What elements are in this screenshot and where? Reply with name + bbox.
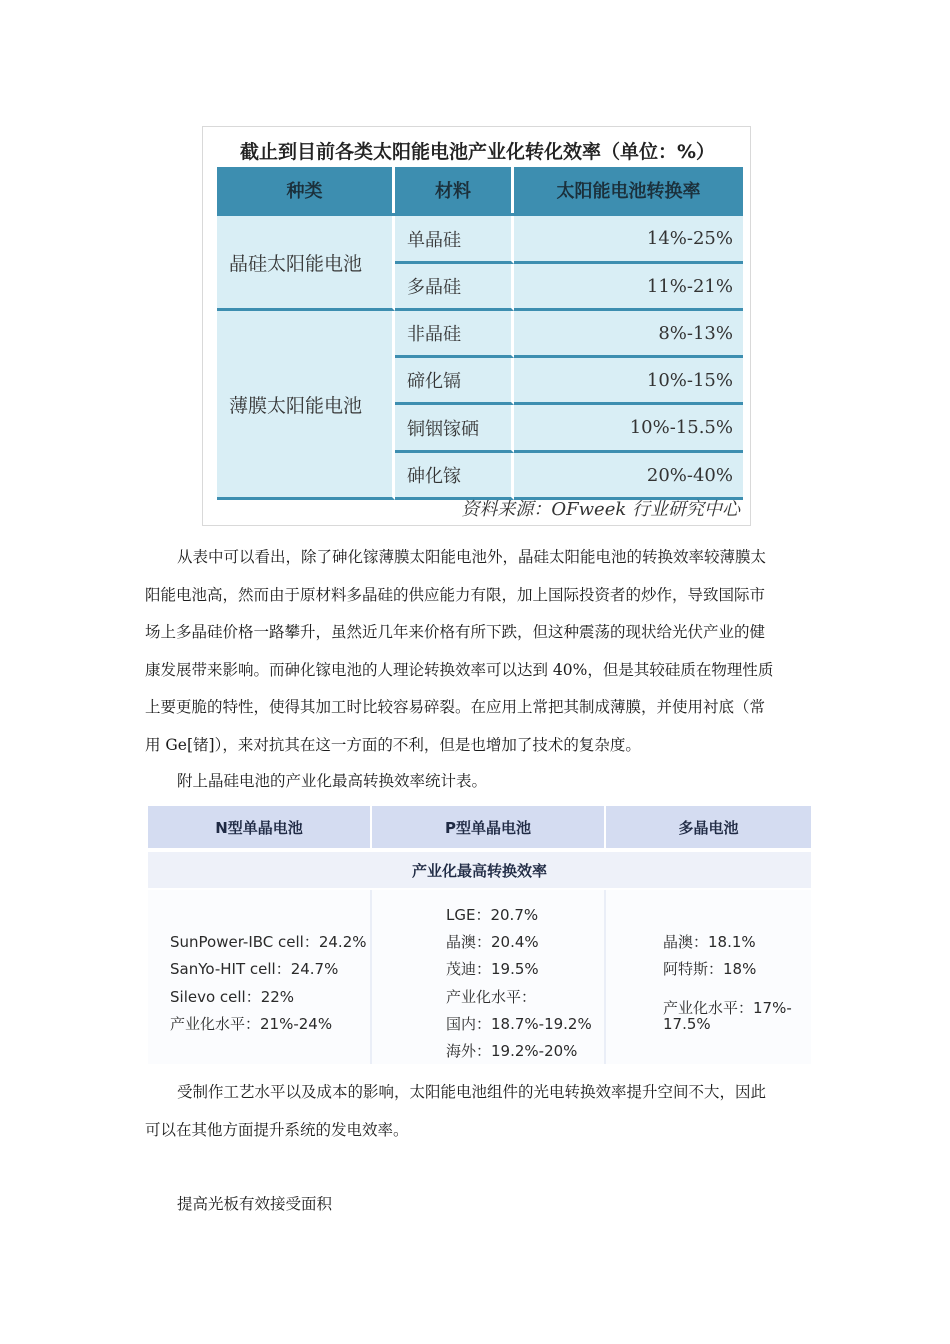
material-mono-si: 单晶硅 xyxy=(395,216,514,264)
col2-line: 国内：18.7%-19.2% xyxy=(446,1015,592,1033)
col1-line: Silevo cell：22% xyxy=(170,988,295,1006)
header-p-type: P型单晶电池 xyxy=(372,806,604,848)
efficiency-cdte: 10%-15% xyxy=(514,358,743,405)
col3-line: 晶澳：18.1% xyxy=(663,933,756,951)
col2-line: LGE：20.7% xyxy=(446,906,539,924)
col-p-type xyxy=(372,890,604,1064)
paragraph-line: 康发展带来影响。而砷化镓电池的人理论转换效率可以达到 40%，但是其较硅质在物理性质 xyxy=(145,660,774,679)
subheader-max-efficiency: 产业化最高转换效率 xyxy=(148,852,811,888)
type-thin-film: 薄膜太阳能电池 xyxy=(217,311,395,500)
material-cdte: 碲化镉 xyxy=(395,358,514,405)
col2-line: 茂迪：19.5% xyxy=(446,960,539,978)
header-multi: 多晶电池 xyxy=(606,806,811,848)
material-a-si: 非晶硅 xyxy=(395,311,514,358)
paragraph-intro-table2: 附上晶硅电池的产业化最高转换效率统计表。 xyxy=(177,772,488,790)
col1-line: SanYo-HIT cell：24.7% xyxy=(170,960,339,978)
table1-source: 资料来源：OFweek 行业研究中心 xyxy=(461,499,740,520)
col-multi xyxy=(606,890,811,1064)
paragraph-line: 场上多晶硅价格一路攀升，虽然近几年来价格有所下跌，但这种震荡的现状给光伏产业的健 xyxy=(145,623,766,641)
col-n-type xyxy=(148,890,370,1064)
col3-line: 17.5% xyxy=(663,1015,711,1033)
col3-line: 产业化水平：17%- xyxy=(663,999,792,1017)
header-n-type: N型单晶电池 xyxy=(148,806,370,848)
efficiency-poly-si: 11%-21% xyxy=(514,264,743,311)
material-gaas: 砷化镓 xyxy=(395,453,514,500)
material-cigs: 铜铟镓硒 xyxy=(395,405,514,453)
col3-line: 阿特斯：18% xyxy=(663,960,757,978)
paragraph-line: 用 Ge[锗]），来对抗其在这一方面的不利，但是也增加了技术的复杂度。 xyxy=(145,735,641,754)
type-crystalline: 晶硅太阳能电池 xyxy=(217,216,395,311)
efficiency-mono-si: 14%-25% xyxy=(514,216,743,264)
paragraph-conclusion xyxy=(145,1074,807,1149)
header-type: 种类 xyxy=(217,167,395,213)
efficiency-a-si: 8%-13% xyxy=(514,311,743,358)
col2-line: 产业化水平： xyxy=(446,988,537,1006)
efficiency-table-image xyxy=(202,126,751,526)
col2-line: 晶澳：20.4% xyxy=(446,933,539,951)
crystalline-efficiency-table xyxy=(145,806,811,1064)
paragraph-line: 上要更脆的特性，使得其加工时比较容易碎裂。在应用上常把其制成薄膜，并使用衬底（常 xyxy=(145,698,766,716)
paragraph-analysis xyxy=(145,539,807,764)
col2-line: 海外：19.2%-20% xyxy=(446,1042,578,1060)
header-material: 材料 xyxy=(395,167,514,213)
header-efficiency: 太阳能电池转换率 xyxy=(514,167,743,213)
col1-line: SunPower-IBC cell：24.2% xyxy=(170,933,367,951)
paragraph-line: 可以在其他方面提升系统的发电效率。 xyxy=(145,1120,409,1139)
paragraph-line: 阳能电池高，然而由于原材料多晶硅的供应能力有限，加上国际投资者的炒作，导致国际市 xyxy=(145,585,766,604)
material-poly-si: 多晶硅 xyxy=(395,264,514,311)
col1-line: 产业化水平：21%-24% xyxy=(170,1015,333,1033)
section-heading: 提高光板有效接受面积 xyxy=(177,1195,333,1213)
paragraph-line: 从表中可以看出，除了砷化镓薄膜太阳能电池外，晶硅太阳能电池的转换效率较薄膜太 xyxy=(177,548,767,566)
paragraph-line: 受制作工艺水平以及成本的影响，太阳能电池组件的光电转换效率提升空间不大，因此 xyxy=(177,1083,767,1101)
table1-title: 截止到目前各类太阳能电池产业化转化效率（单位：%） xyxy=(239,141,716,163)
efficiency-cigs: 10%-15.5% xyxy=(514,405,743,453)
efficiency-gaas: 20%-40% xyxy=(514,453,743,500)
